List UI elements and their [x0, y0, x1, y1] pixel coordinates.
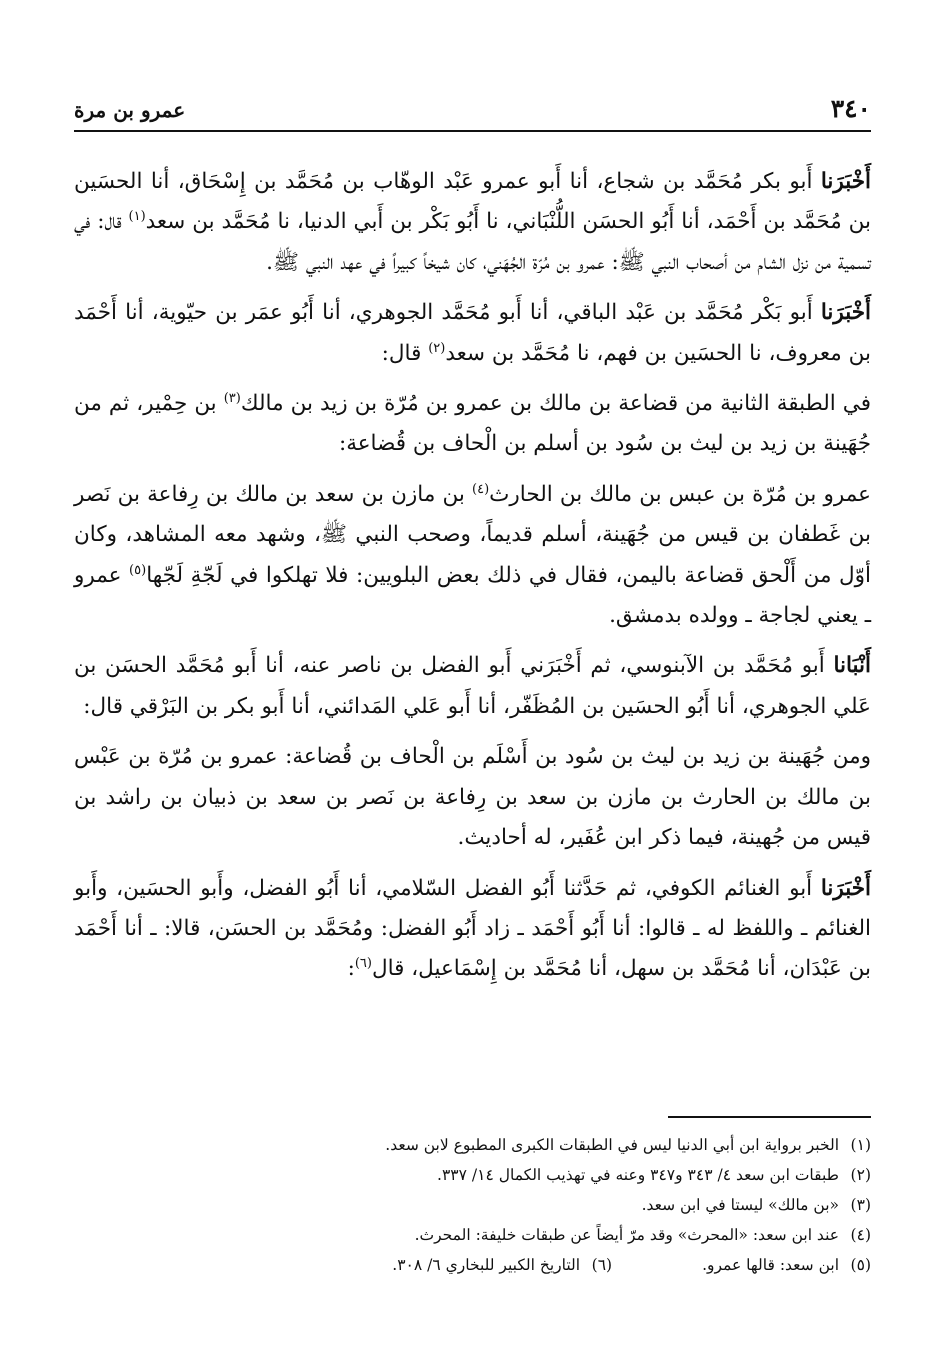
footnote — [74, 1130, 871, 1160]
paragraph — [74, 869, 871, 990]
paragraph-text-continued: بن مازن بن سعد بن مالك بن رِفاعة بن نَصر بن غَطفان بن قيس من جُهَينة، أسلم قديماً، وصحب النبي ﷺ، وشهد معه المشاهد، وكان أوّل من أَلْحق قضاعة باليمن، فقال في ذلك بعض البلويين: فلا تهلكوا في لَجّةِ لَجّها — [74, 481, 871, 588]
paragraph-text-continued: عمرو ـ يعني لجاجة ـ وولده بدمشق. — [74, 562, 871, 629]
footnote-marker[interactable]: (٦) — [354, 956, 372, 972]
paragraph — [74, 475, 871, 637]
paragraph-lead-word: أَخْبَرَنا — [820, 300, 871, 326]
footnote — [74, 1160, 871, 1190]
paragraph-text: ومن جُهَينة بن زيد بن ليث بن سُود بن أَسْلَم بن الْحاف بن قُضاعة: عمرو بن مُرّة بن عَبْس بن مالك بن الحارث بن مازن بن سعد بن رِفاعة بن نَصر بن سعد بن ذبيان بن راشد بن قيس من جُهينة، فيما ذكر ابن عُفَير، له أحاديث. — [74, 744, 871, 851]
paragraph-text: في الطبقة الثانية من قضاعة بن مالك بن عمرو بن مُرّة بن زيد بن مالك — [240, 391, 872, 417]
footnote-spacer — [622, 1250, 692, 1280]
footnote-number: (٣) — [850, 1196, 871, 1214]
footnote — [74, 1190, 871, 1220]
paragraph-text: أَبو بَكْر مُحَمَّد بن عَبْد الباقي، أنا أَبو مُحَمَّد الجوهري، أنا أَبُو عمَر بن حيّوية، أنا أَحْمَد بن معروف، نا الحسَين بن فهم، نا مُحَمَّد بن سعد — [74, 300, 871, 366]
paragraph-lead-word: أَخْبَرَنا — [820, 875, 871, 901]
paragraph-text-continued: بن حِمْير، ثم من جُهَينة بن زيد بن ليث بن سُود بن أسلم بن الْحاف بن قُضاعة: — [74, 391, 871, 457]
paragraph-lead-word: أَخْبَرَنا — [820, 169, 871, 194]
footnote-number: (٦) — [591, 1256, 613, 1274]
footnote — [74, 1250, 871, 1280]
footnote-marker[interactable]: (٤) — [472, 481, 490, 497]
paragraph — [74, 384, 871, 465]
page-header — [74, 92, 871, 132]
footnote-number: (٢) — [850, 1166, 871, 1184]
footnote — [74, 1220, 871, 1250]
footnote-marker[interactable]: (٢) — [428, 340, 446, 356]
paragraph — [74, 293, 871, 374]
footnote-number: (٥) — [850, 1256, 871, 1274]
footnote-text: «بن مالك» ليستا في ابن سعد. — [641, 1196, 839, 1214]
book-page — [74, 92, 872, 1274]
paragraph — [74, 737, 871, 858]
footnotes — [74, 1116, 871, 1280]
page-number: ٣٤٠ — [830, 94, 871, 123]
footnote-number: (١) — [850, 1136, 871, 1154]
paragraph-text: عمرو بن مُرّة بن عبس بن مالك بن الحارث — [489, 481, 871, 507]
footnote-list — [74, 1130, 871, 1280]
paragraph-text-continued: قال: في تسمية من نزل الشام من أصحاب النبي ﷺ: عمرو بن مُرّة الجُهَني، كان شيخاً كبيراً في عهد النبي ﷺ. — [74, 209, 871, 275]
paragraph — [74, 162, 871, 283]
paragraph — [74, 646, 871, 727]
footnote-marker[interactable]: (٥) — [129, 562, 147, 578]
footnote-marker[interactable]: (٣) — [223, 390, 241, 406]
footnote-divider — [668, 1116, 871, 1118]
running-title: عمرو بن مرة — [74, 98, 186, 122]
paragraph-text: أَبو مُحَمَّد بن الآبنوسي، ثم أَخْبَرَني أَبو الفضل بن ناصر عنه، أنا أَبو مُحَمَّد الحسَن بن عَلي الجوهري، أنا أَبُو الحسَين بن المُظَفّر، أنا أَبو عَلي المَدائني، أنا أَبو بكر بن البَرْقي قال: — [74, 653, 871, 719]
footnote-marker[interactable]: (١) — [128, 209, 146, 225]
footnote-text: عند ابن سعد: «المحرث» وقد مرّ أيضاً عن طبقات خليفة: المحرث. — [414, 1226, 839, 1244]
footnote-number: (٤) — [850, 1226, 871, 1244]
main-text — [74, 162, 871, 990]
footnote-text: ابن سعد: قالها عمرو. — [702, 1256, 839, 1274]
paragraph-lead-word: أَنْبَانا — [833, 653, 871, 679]
footnote-text: الخبر برواية ابن أبي الدنيا ليس في الطبقات الكبرى المطبوع لابن سعد. — [385, 1136, 839, 1154]
footnote-text: التاريخ الكبير للبخاري ٦/ ٣٠٨. — [392, 1256, 581, 1274]
paragraph-text: أَبو الغنائم الكوفي، ثم حَدَّثنا أَبُو الفضل السّلامي، أنا أَبُو الفضل، وأَبو الحسَين، وأَبو الغنائم ـ واللفظ له ـ قالوا: أنا أَبُو أَحْمَد ـ زاد أَبُو الفضل: ومُحَمَّد بن الحسَن، قالا: ـ أنا أَحْمَد بن عَبْدَان، أنا مُحَمَّد بن سهل، أنا مُحَمَّد بن إِسْمَاعيل، قال — [74, 875, 871, 982]
paragraph-text-continued: قال: — [381, 340, 429, 366]
paragraph-text-continued: : — [347, 956, 355, 982]
paragraph-text: أَبو بكر مُحَمَّد بن شجاع، أنا أَبو عمرو عَبْد الوهّاب بن مُحَمَّد بن إِسْحَاق، أنا الحسَين بن مُحَمَّد بن أَحْمَد، أنا أَبُو الحسَن اللُّنْبَاني، نا أَبُو بَكْر بن أَبي الدنيا، نا مُحَمَّد بن سعد — [74, 169, 871, 235]
footnote-text: طبقات ابن سعد ٤/ ٣٤٣ و٣٤٧ وعنه في تهذيب الكمال ١٤/ ٣٣٧. — [437, 1166, 839, 1184]
